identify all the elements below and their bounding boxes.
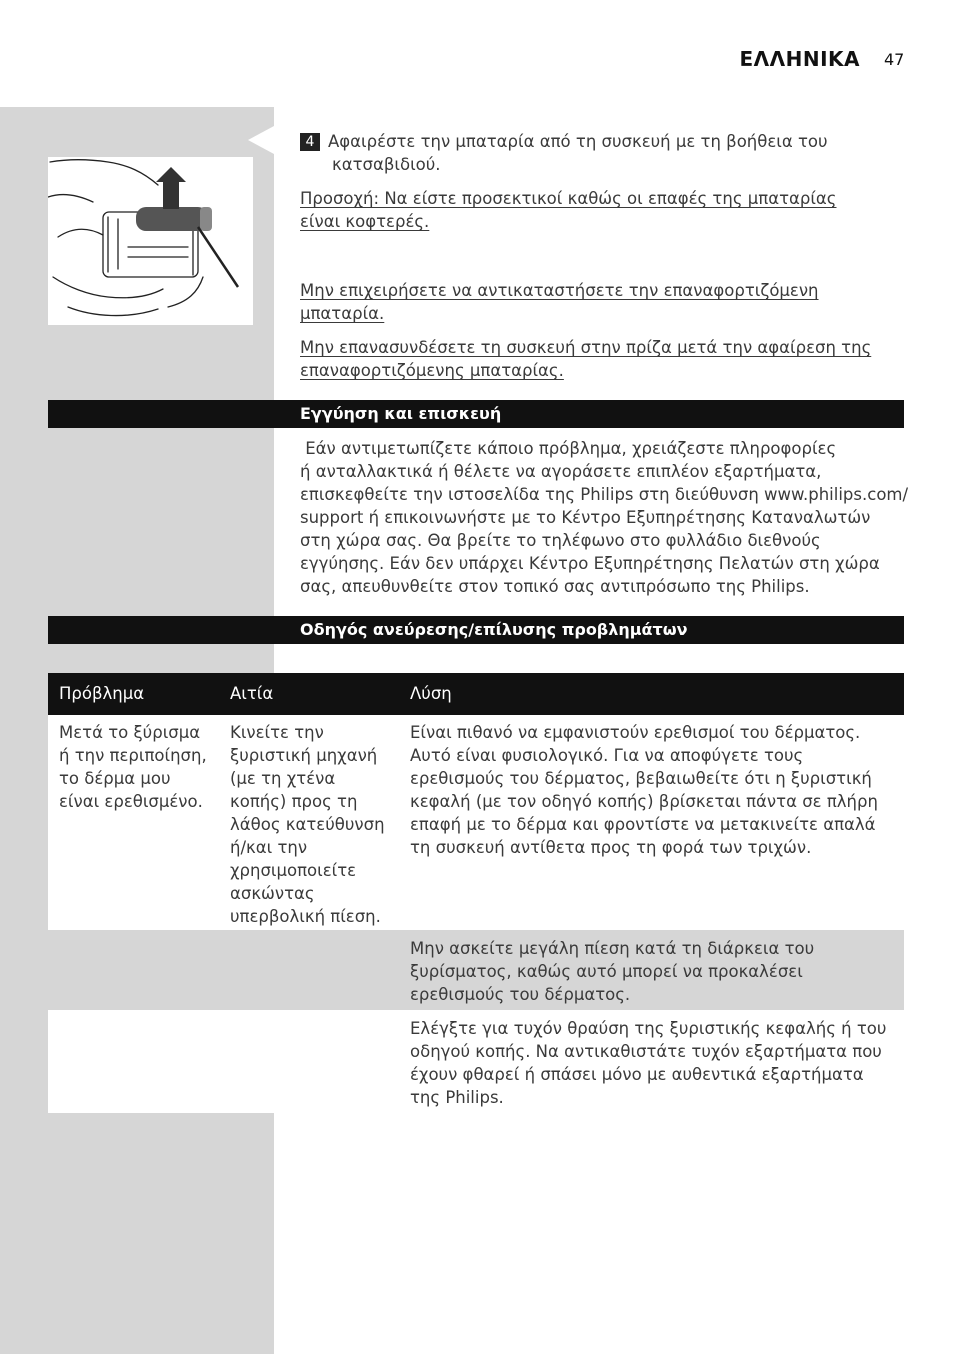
problem-line: Μετά το ξύρισμα xyxy=(59,723,201,742)
solution-line: Είναι πιθανό να εμφανιστούν ερεθισμοί του δέρματος. xyxy=(410,723,861,742)
guarantee-line: Εάν αντιμετωπίζετε κάποιο πρόβλημα, χρειάζεστε πληροφορίες xyxy=(300,439,837,458)
table-header-row xyxy=(48,673,904,715)
guarantee-paragraph xyxy=(300,437,908,598)
solution-line: Αυτό είναι φυσιολογικό. Για να αποφύγετε τους xyxy=(410,746,804,765)
cause-line: λάθος κατεύθυνση xyxy=(230,815,385,834)
cause-line: Κινείτε την xyxy=(230,723,324,742)
troubleshooting-heading: Οδηγός ανεύρεσης/επίλυσης προβλημάτων xyxy=(300,620,688,639)
warning1-line1: Μην επιχειρήσετε να αντικαταστήσετε την επαναφορτιζόμενη xyxy=(300,281,819,300)
problem-line: είναι ερεθισμένο. xyxy=(59,792,203,811)
step-number-badge: 4 xyxy=(300,133,320,151)
column-header-cause: Αιτία xyxy=(230,684,274,703)
guarantee-line: support ή επικοινωνήστε με το Κέντρο Εξυπηρέτησης Καταναλωτών xyxy=(300,508,871,527)
step-4-instruction xyxy=(300,130,828,176)
language-label: ΕΛΛΗΝΙΚΑ xyxy=(739,47,860,71)
solution-line: Ελέγξτε για τυχόν θραύση της ξυριστικής κεφαλής ή του xyxy=(410,1019,887,1038)
warning-replace-battery xyxy=(300,279,819,325)
table-row xyxy=(48,930,904,1010)
problem-cell xyxy=(59,721,207,813)
cause-line: υπερβολική πίεση. xyxy=(230,907,381,926)
cause-line: ή/και την xyxy=(230,838,308,857)
guarantee-line: ή ανταλλακτικά ή θέλετε να αγοράσετε επιπλέον εξαρτήματα, xyxy=(300,462,822,481)
cause-cell xyxy=(230,721,385,928)
solution-line: της Philips. xyxy=(410,1088,504,1107)
cause-line: ξυριστική μηχανή xyxy=(230,746,378,765)
guarantee-heading: Εγγύηση και επισκευή xyxy=(300,404,502,423)
caution-line1: Προσοχή: Να είστε προσεκτικοί καθώς οι επαφές της μπαταρίας xyxy=(300,189,837,208)
solution-line: έχουν φθαρεί ή σπάσει μόνο με αυθεντικά εξαρτήματα xyxy=(410,1065,864,1084)
guarantee-line: σας, απευθυνθείτε στον τοπικό σας αντιπρόσωπο της Philips. xyxy=(300,577,810,596)
solution-line: επαφή με το δέρμα και φροντίστε να μετακινείτε απαλά xyxy=(410,815,876,834)
warning-reconnect xyxy=(300,336,871,382)
guarantee-heading-bar xyxy=(48,400,904,428)
solution-line: Μην ασκείτε μεγάλη πίεση κατά τη διάρκεια του xyxy=(410,939,815,958)
cause-line: ασκώντας xyxy=(230,884,315,903)
step-4-line1: Αφαιρέστε την μπαταρία από τη συσκευή με τη βοήθεια του xyxy=(328,132,828,151)
solution-line: οδηγού κοπής. Να αντικαθιστάτε τυχόν εξαρτήματα που xyxy=(410,1042,882,1061)
warning2-line2: επαναφορτιζόμενης μπαταρίας. xyxy=(300,361,564,380)
solution-line: ερεθισμούς του δέρματος, βεβαιωθείτε ότι η ξυριστική xyxy=(410,769,872,788)
table-row xyxy=(48,1010,904,1113)
hand-screwdriver-drawing xyxy=(48,157,253,325)
solution-line: ερεθισμούς του δέρματος. xyxy=(410,985,631,1004)
caution-line2: είναι κοφτερές. xyxy=(300,212,430,231)
problem-line: ή την περιποίηση, xyxy=(59,746,207,765)
solution-line: κεφαλή (με τον οδηγό κοπής) βρίσκεται πάντα σε πλήρη xyxy=(410,792,878,811)
solution-line: ξυρίσματος, καθώς αυτό μπορεί να προκαλέσει xyxy=(410,962,803,981)
solution-cell xyxy=(410,1017,886,1109)
solution-cell xyxy=(410,721,878,859)
solution-line: τη συσκευή αντίθετα προς τη φορά των τριχών. xyxy=(410,838,812,857)
cause-line: κοπής) προς τη xyxy=(230,792,358,811)
step-4-line2: κατσαβιδιού. xyxy=(332,155,441,174)
guarantee-line: στη χώρα σας. Θα βρείτε το τηλέφωνο στο φυλλάδιο διεθνούς xyxy=(300,531,821,550)
column-header-problem: Πρόβλημα xyxy=(59,684,145,703)
troubleshooting-heading-bar xyxy=(48,616,904,644)
solution-cell xyxy=(410,937,814,1006)
cause-line: (με τη χτένα xyxy=(230,769,336,788)
battery-removal-illustration xyxy=(48,157,253,325)
caution-note xyxy=(300,187,837,233)
warning1-line2: μπαταρία. xyxy=(300,304,385,323)
guarantee-line: επισκεφθείτε την ιστοσελίδα της Philips στη διεύθυνση www.philips.com/ xyxy=(300,485,909,504)
guarantee-line: εγγύησης. Εάν δεν υπάρχει Κέντρο Εξυπηρέτησης Πελατών στη χώρα xyxy=(300,554,880,573)
warning2-line1: Μην επανασυνδέσετε τη συσκευή στην πρίζα μετά την αφαίρεση της xyxy=(300,338,872,357)
cause-line: χρησιμοποιείτε xyxy=(230,861,357,880)
sidebar-notch xyxy=(248,126,274,154)
column-header-solution: Λύση xyxy=(410,684,452,703)
table-row xyxy=(48,715,904,930)
problem-line: το δέρμα μου xyxy=(59,769,171,788)
page-number: 47 xyxy=(884,50,905,69)
